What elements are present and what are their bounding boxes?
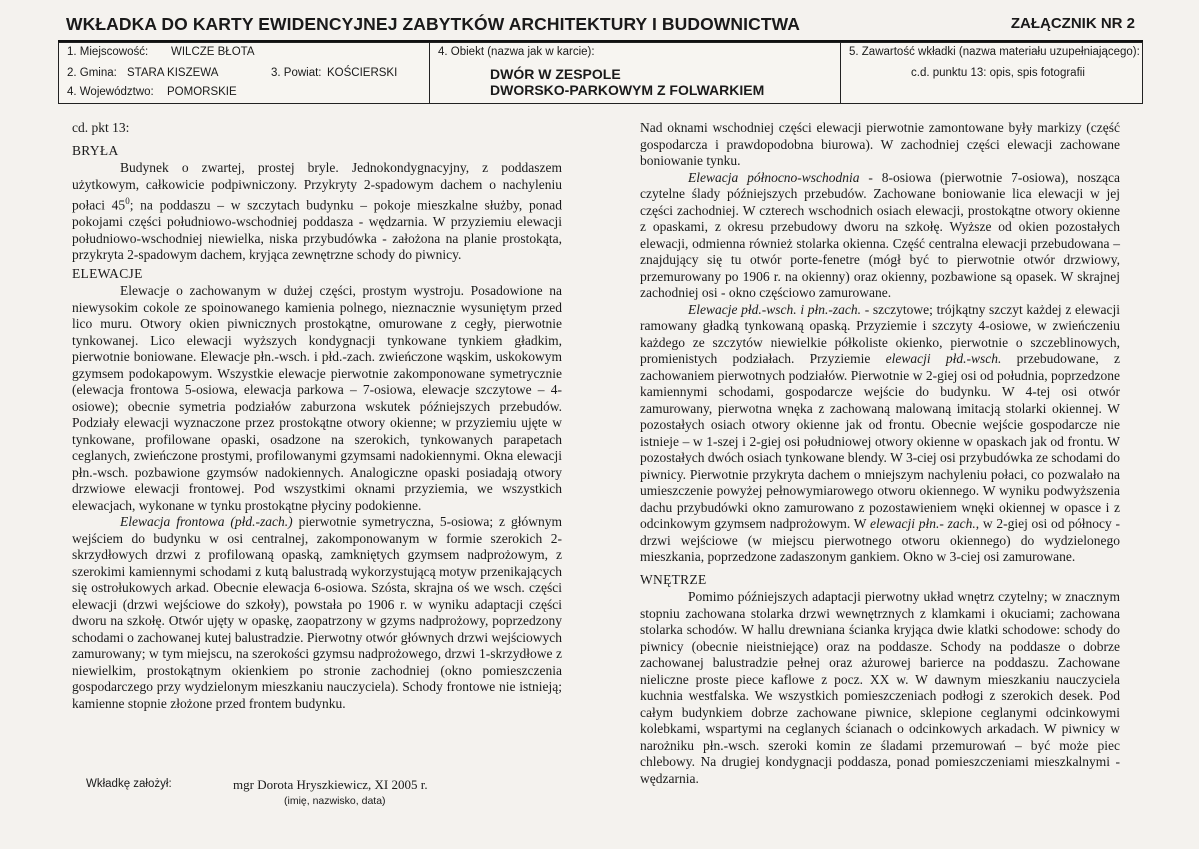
- szczytowe-text2: przebudowane, z zachowaniem pierwotnych podziałów. Pierwotnie w 2-giej osi od południa, poprzedzone kamiennymi schodami, gospodarcze wejście do budynku. W 4-tej osi otwór zamurowany, pierwotna wnęka z zachowaną malowaną imitacją stolarki okiennej. W pozostałych osiach otwory okienne jak od frontu. Obecnie wejście gospodarcze nie istnieje – w 1-szej i 2-giej osi południowej otwory okienne w opaskach jak od frontu. W pozostałych dwóch osiach tynkowane blendy. W 3-ciej osi przybudówka ze schodami do piwnicy. Pierwotnie przykryta dachem o mniejszym nachyleniu połaci, co pozwalało na umieszczenie powyżej pełnowymiarowego otworu okiennego. W wyniku podwyższenia dachu przybudówki okno zamurowano z pozostawieniem wnęki okiennej w opasce i z odcinkowym gzymsem nadprożowym. W: [640, 351, 1121, 531]
- annex-number: ZAŁĄCZNIK NR 2: [1010, 15, 1135, 32]
- section-heading-wnetrze: WNĘTRZE: [640, 571, 707, 587]
- bryla-text-b: ; na poddaszu – w szczytach budynku – pokoje mieszkalne służby, ponad pokojami części południowo-wschodniej poddasza - wędzarnia. W przyziemiu elewacji południowo-wschodniej niewielka, niska przybudówka - założona na planie prostokąta, przykryta 2-spadowym dachem, kryjąca zewnętrzne schody do piwnicy.: [72, 197, 562, 262]
- miejscowosc-label: 1. Miejscowość:: [67, 46, 149, 58]
- object-label: 4. Obiekt (nazwa jak w karcie):: [438, 46, 595, 58]
- object-title-line2: DWORSKO-PARKOWYM Z FOLWARKIEM: [490, 82, 765, 98]
- szczytowe-heading: Elewacje płd.-wsch. i płn.-zach.: [688, 301, 862, 317]
- wojewodztwo-value: POMORSKIE: [167, 86, 237, 98]
- szczytowe-text1: - szczytowe; trójkątny szczyt każdej z elewacji ramowany gładką tynkowaną opaską. Przyziemie i szczyty 4-osiowe, w zwieńczeniu każdego ze szczytów niewielkie półkoliste okienko, pierwotnie o szczeblinowych, promienistych podziałach. Przyziemie: [640, 301, 1120, 366]
- miejscowosc-value: WILCZE BŁOTA: [171, 46, 255, 58]
- cd-label: cd. pkt 13:: [72, 120, 130, 135]
- szczytowe-text3: , w 2-giej osi od północy - drzwi wejściowe (w miejscu pierwotnego otworu okiennego) do wydzielonego mieszkania, poprzedzone zadaszonym gankiem. Okno w 3-ciej osi zamurowane.: [640, 516, 1120, 564]
- front-text: pierwotnie symetryczna, 5-osiowa; z głównym wejściem do budynku w osi centralnej, zakomponowanym w formie szerokich 2-skrzydłowych drzwi z profilowaną opaską, zamkniętych gzymsem nadprożowym, z szerokimi kamiennymi schodami z kutą balustradą wykorzystującą motyw przenikających się ostrołukowych arkad. Obecnie elewacja 6-osiowa. Szósta, skrajna oś we wsch. części elewacji (drzwi wejściowe do szkoły), powstała po 1906 r. w wyniku adaptacji części dworu na szkołę. Otwór ujęty w opaskę, zaopatrzony w gzyms nadprożowy, poprzedzony schodami o zachowanej kutej balustradzie. Pierwotny otwór głównych drzwi wejściowych zamurowany; w tym miejscu, na szerokości gzymsu nadprożowego, drzwi 1-skrzydłowe z niewielkim, prostokątnym okienkiem po stronie zachodniej (okno pomieszczenia gospodarczego przy wydzielonym mieszkaniu nauczyciela). Schody frontowe nie istnieją; kamienne stopnie złożone przed frontem budynku.: [72, 514, 563, 711]
- paragraph-bryla: [72, 160, 562, 264]
- signature-label: Wkładkę założył:: [86, 778, 172, 790]
- szczytowe-italic2: elewacji płd.-wsch.: [885, 351, 1002, 366]
- signature-hint: (imię, nazwisko, data): [284, 795, 386, 807]
- gmina-label: 2. Gmina:: [67, 67, 117, 79]
- document-title: WKŁADKA DO KARTY EWIDENCYJNEJ ZABYTKÓW ARCHITEKTURY I BUDOWNICTWA: [66, 14, 801, 34]
- powiat-label: 3. Powiat:: [271, 67, 322, 79]
- section-heading-elewacje: ELEWACJE: [72, 265, 143, 281]
- wojewodztwo-label: 4. Województwo:: [67, 86, 154, 98]
- section-heading-bryla: BRYŁA: [72, 142, 119, 158]
- pn-wsch-text: - 8-osiowa (pierwotnie 7-osiowa), nosząca czytelne ślady późniejszych przebudów. Zachowane boniowanie lica elewacji w jej części zachodniej. W czterech wschodnich osiach elewacji, prostokątne otwory okienne z opaskami, z okresu przebudowy dworu na szkołę. Wyższe od okien pozostałych elewacji, odmienna również stolarka okienna. Część centralna elewacji przebudowana – znajdujący się tu otwór porte-fenetre (mógł być to pierwotnie otwór drzwiowy, przemurowany po 1906 r. na okienny) oraz okienny, pozbawione są opasek. W skrajnej zachodniej osi - okno częściowo zamurowane.: [640, 169, 1120, 300]
- content-value: c.d. punktu 13: opis, spis fotografii: [911, 67, 1085, 79]
- object-box: [429, 42, 840, 104]
- content-box: [840, 42, 1143, 104]
- paragraph-markizy: Nad oknami wschodniej części elewacji pierwotnie zamontowane były markizy (część gospodarcza i prawdopodobna biurowa). W zachodniej części elewacji zachowane boniowanie tynku.: [640, 120, 1120, 168]
- object-title-line1: DWÓR W ZESPOLE: [490, 66, 621, 82]
- signature-value: mgr Dorota Hryszkiewicz, XI 2005 r.: [233, 777, 428, 792]
- right-column: [640, 120, 1120, 787]
- content-label: 5. Zawartość wkładki (nazwa materiału uzupełniającego):: [849, 46, 1140, 58]
- bryla-text-a: Budynek o zwartej, prostej bryle. Jednokondygnacyjny, z poddaszem użytkowym, całkowicie podpiwniczony. Przykryty 2-spadowym dachem o nachyleniu połaci 45: [72, 160, 562, 213]
- powiat-value: KOŚCIERSKI: [327, 67, 398, 79]
- paragraph-szczytowe: [640, 302, 1120, 566]
- szczytowe-italic3: elewacji płn.- zach.: [870, 516, 976, 531]
- gmina-value: STARA KISZEWA: [127, 67, 219, 79]
- paragraph-pn-wsch: [640, 170, 1120, 302]
- object-title: [490, 66, 764, 98]
- location-box: [58, 42, 429, 104]
- pn-wsch-heading: Elewacja północno-wschodnia: [688, 169, 860, 185]
- paragraph-front: [72, 514, 562, 712]
- paragraph-elewacje: Elewacje o zachowanym w dużej części, prostym wystroju. Posadowione na niewysokim cokole ze spoinowanego kamienia polnego, nieznacznie wysuniętym przed lico muru. Otwory okien piwnicznych prostokątne, omurowane z cegły, pierwotnie tynkowanej. Lico elewacji wyższych kondygnacji tynkowane tynkiem gładkim, pierwotnie boniowane. Elewacje płn.-wsch. i płd.-zach. zwieńczone wąskim, uskokowym gzymsem podokapowym. Wszystkie elewacje pierwotnie zakomponowane symetrycznie (elewacja frontowa 5-osiowa, elewacja parkowa – 7-osiowa, elewacje szczytowe – 4-osiowe); obecnie symetria podziałów zaburzona wskutek późniejszych przebudów. Podziały elewacji wyznaczone przez prostokątne otwory okienne; w przyziemiu ujęte w tynkowane, profilowane opaski, osadzone na szerokich, tynkowanych parapetach ceglanych, zwieńczone prostymi, profilowanymi gzymsami nadokiennymi. Okna elewacji płn.-wsch. pozbawione gzymsów nadokiennych. Analogiczne opaski posiadają otwory drzwiowe elewacji frontowej. Pod wszystkimi oknami przyziemia, we wszystkich elewacjach, wykonane w tynku prostokątne płyciny podokienne.: [72, 283, 562, 513]
- degree-superscript: 0: [125, 196, 130, 206]
- paragraph-wnetrze: Pomimo późniejszych adaptacji pierwotny układ wnętrz czytelny; w znacznym stopniu zachowana stolarka drzwi wewnętrznych z klamkami i okuciami; zachowana stolarka schodów. W hallu drewniana ścianka kryjąca dwie klatki schodowe: schody do piwnicy (obecnie nieistniejące) oraz na poddasze. Schody na poddasze o dobrze zachowanej balustradzie pełnej oraz ażurowej barierce na poddaszu. Zachowane nieliczne proste piece kaflowe z pocz. XX w. W dawnym mieszkaniu nauczyciela kuchnia westfalska. We wszystkich pomieszczeniach podłogi z szerokich desek. Pod całym budynkiem dobrze zachowane piwnice, sklepione ceglanymi odcinkowymi kolebkami, wspartymi na ceglanych ścianach o odcinkowych arkadach. W piwnicy w narożniku płn.-wsch. szeroki komin ze śladami przemurowań – być może piec chlebowy. Na drugiej kondygnacji poddasza, ponad pomieszczeniami mieszkalnymi - wędzarnia.: [640, 589, 1120, 786]
- left-column: [72, 120, 562, 712]
- front-heading: Elewacja frontowa (płd.-zach.): [120, 514, 293, 529]
